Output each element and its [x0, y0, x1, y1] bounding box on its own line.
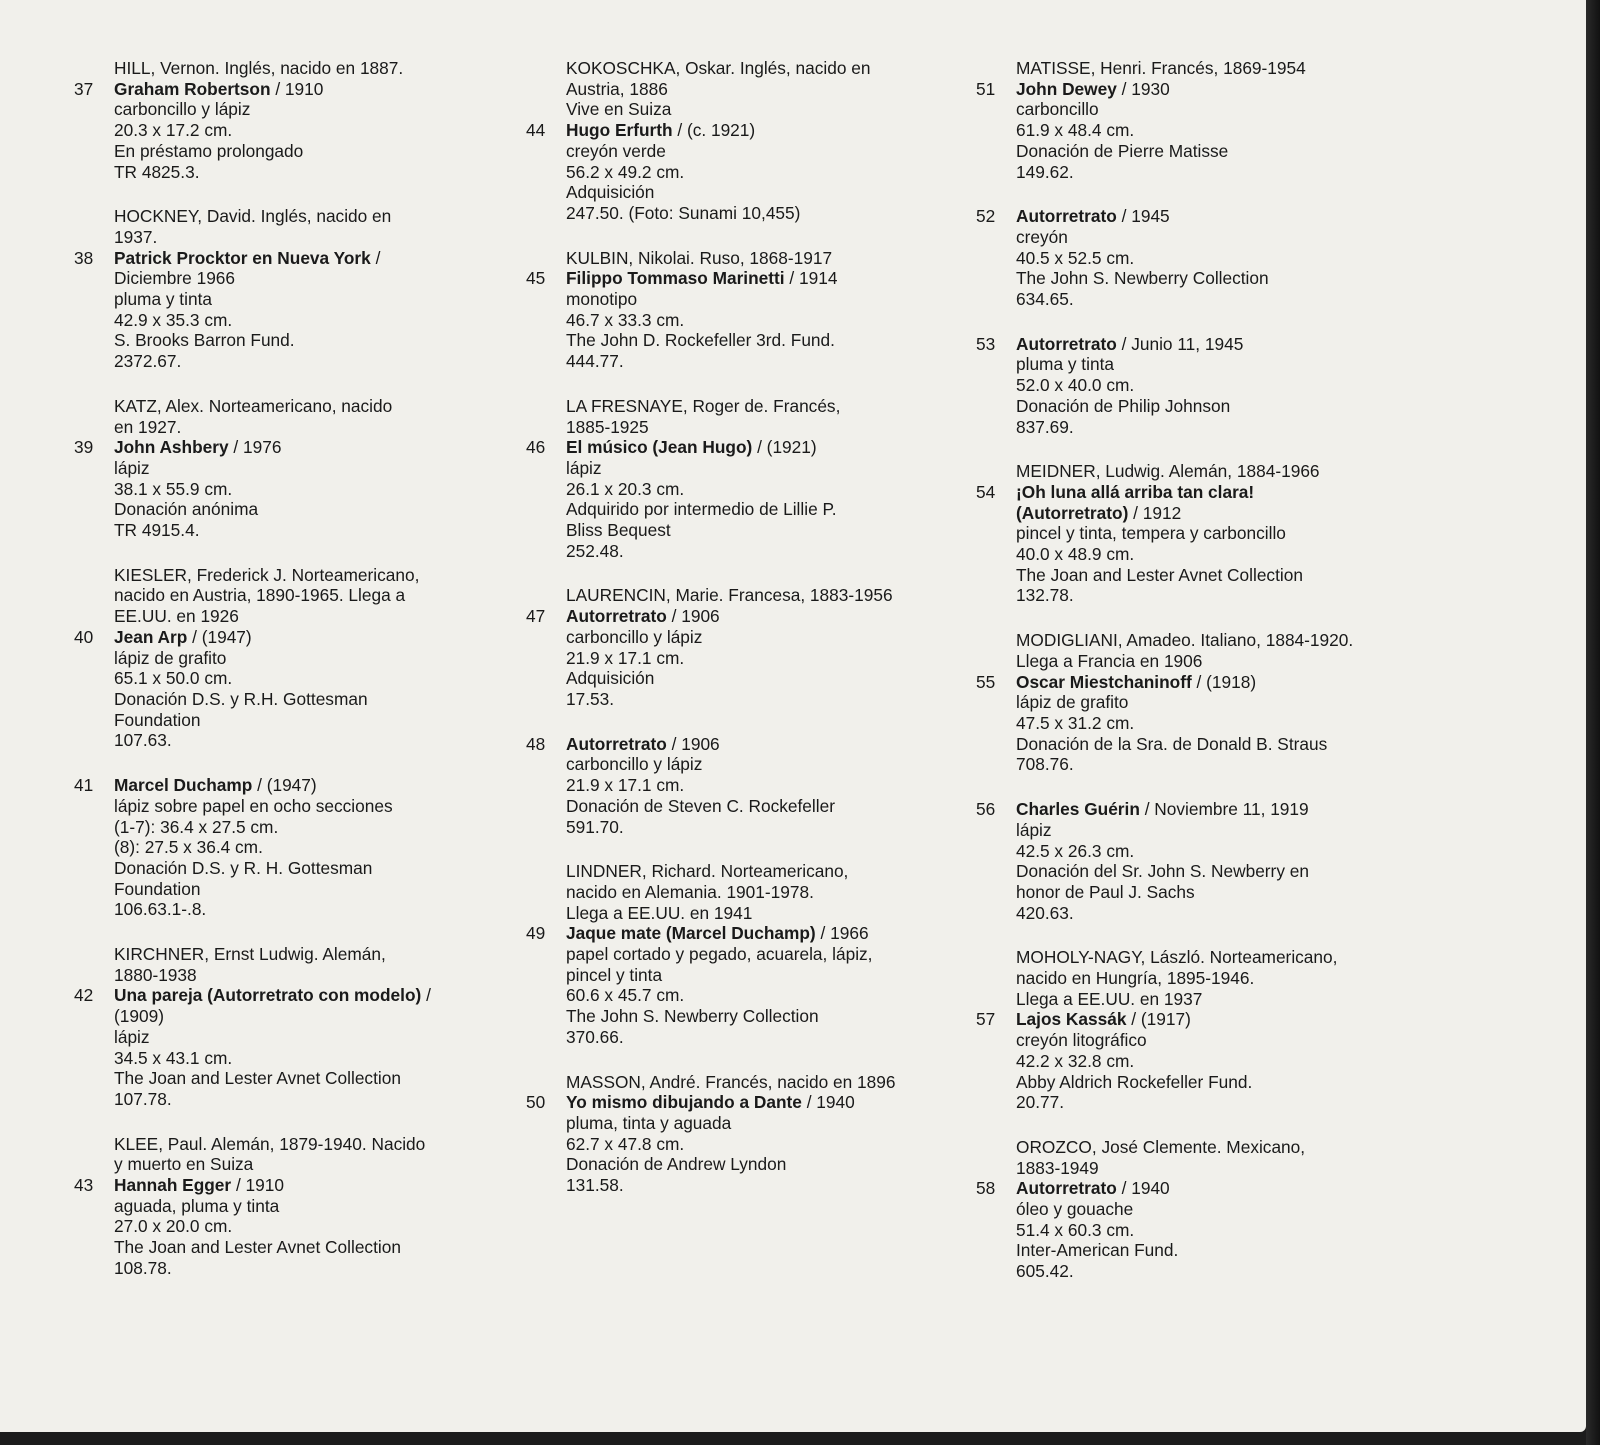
artist-heading: 1937.	[114, 226, 158, 247]
catalog-entry	[74, 775, 514, 920]
artwork-title: Autorretrato	[566, 733, 667, 754]
artwork-detail: 107.78.	[114, 1088, 172, 1109]
catalog-entry	[74, 206, 514, 372]
artwork-title: Filippo Tommaso Marinetti	[566, 268, 785, 289]
artwork-detail: 21.9 x 17.1 cm.	[566, 647, 685, 668]
catalog-number: 54	[976, 481, 996, 502]
catalog-number: 58	[976, 1178, 996, 1199]
catalog-number: 55	[976, 671, 996, 692]
artwork-detail: The John S. Newberry Collection	[566, 1006, 819, 1027]
artist-heading: HOCKNEY, David. Inglés, nacido en	[114, 206, 392, 227]
artwork-date: / 1940	[801, 1092, 855, 1113]
catalog-entry	[74, 944, 514, 1110]
artwork-detail: The Joan and Lester Avnet Collection	[114, 1237, 401, 1258]
artwork-detail: papel cortado y pegado, acuarela, lápiz,	[566, 944, 873, 965]
artwork-detail: Donación D.S. y R.H. Gottesman	[114, 688, 368, 709]
artwork-date: /	[370, 247, 381, 268]
artwork-detail: Donación de Pierre Matisse	[1016, 140, 1229, 161]
catalog-entry	[526, 1072, 966, 1196]
catalog-number: 45	[526, 268, 546, 289]
artwork-detail: lápiz	[114, 1026, 150, 1047]
catalog-entry	[976, 58, 1416, 182]
catalog-entry	[976, 1137, 1416, 1282]
artwork-detail: 46.7 x 33.3 cm.	[566, 309, 685, 330]
artwork-title-line	[526, 268, 966, 289]
artwork-detail: (1-7): 36.4 x 27.5 cm.	[114, 816, 279, 837]
artwork-detail: lápiz de grafito	[1016, 692, 1129, 713]
artwork-title: Lajos Kassák	[1016, 1009, 1127, 1030]
catalog-number: 40	[74, 626, 94, 647]
artwork-detail: 40.5 x 52.5 cm.	[1016, 247, 1135, 268]
artwork-detail: 605.42.	[1016, 1261, 1074, 1282]
artwork-detail: 634.65.	[1016, 289, 1074, 310]
artist-heading: KIESLER, Frederick J. Norteamericano,	[114, 564, 420, 585]
artwork-detail: 60.6 x 45.7 cm.	[566, 985, 685, 1006]
artwork-title-line	[976, 1178, 1416, 1199]
catalog-number: 38	[74, 247, 94, 268]
artwork-detail: lápiz de grafito	[114, 647, 227, 668]
artwork-detail: TR 4915.4.	[114, 520, 200, 541]
catalog-number: 57	[976, 1009, 996, 1030]
artist-heading: KULBIN, Nikolai. Ruso, 1868-1917	[566, 247, 833, 268]
artwork-detail: monotipo	[566, 289, 638, 310]
catalog-entry	[74, 565, 514, 751]
artwork-detail: carboncillo y lápiz	[566, 754, 703, 775]
artwork-detail: 591.70.	[566, 816, 624, 837]
catalog-entry	[526, 248, 966, 372]
artwork-detail: 2372.67.	[114, 351, 182, 372]
catalog-entry	[74, 58, 514, 182]
catalog-number: 51	[976, 78, 996, 99]
artwork-detail: Foundation	[114, 878, 201, 899]
artwork-date: / (1947)	[187, 626, 252, 647]
artwork-title: Autorretrato	[1016, 1178, 1117, 1199]
artwork-detail: creyón	[1016, 226, 1068, 247]
artwork-detail: 20.3 x 17.2 cm.	[114, 120, 233, 141]
artwork-title-line	[526, 606, 966, 627]
artwork-detail: Donación anónima	[114, 499, 259, 520]
artwork-detail: pluma y tinta	[1016, 354, 1114, 375]
artwork-detail: óleo y gouache	[1016, 1199, 1134, 1220]
artwork-date: / Junio 11, 1945	[1116, 333, 1244, 354]
artwork-title: Jaque mate (Marcel Duchamp)	[566, 923, 816, 944]
catalog-number: 44	[526, 120, 546, 141]
artwork-title: Autorretrato	[1016, 333, 1117, 354]
catalog-number: 49	[526, 923, 546, 944]
catalog-column-2	[526, 58, 966, 1220]
artwork-detail: carboncillo y lápiz	[114, 99, 251, 120]
artwork-title-line	[526, 734, 966, 755]
artwork-date: /	[421, 985, 431, 1006]
artwork-detail: 40.0 x 48.9 cm.	[1016, 544, 1135, 565]
artwork-detail: 107.63.	[114, 730, 172, 751]
artwork-title-line	[976, 482, 1416, 503]
artwork-title: Una pareja (Autorretrato con modelo)	[114, 985, 422, 1006]
artwork-title: Graham Robertson	[114, 78, 271, 99]
artwork-detail: 62.7 x 47.8 cm.	[566, 1133, 685, 1154]
artwork-detail: creyón litográfico	[1016, 1030, 1147, 1051]
catalog-number: 41	[74, 775, 94, 796]
artwork-detail: The John D. Rockefeller 3rd. Fund.	[566, 330, 835, 351]
catalog-number: 42	[74, 985, 94, 1006]
artwork-detail: 47.5 x 31.2 cm.	[1016, 712, 1135, 733]
artist-heading: MATISSE, Henri. Francés, 1869-1954	[1016, 58, 1306, 78]
artwork-title-line	[976, 334, 1416, 355]
artwork-detail: 61.9 x 48.4 cm.	[1016, 120, 1135, 141]
catalog-number: 56	[976, 799, 996, 820]
artwork-title-line	[74, 248, 514, 269]
artwork-detail: Donación de la Sra. de Donald B. Straus	[1016, 733, 1328, 754]
artwork-detail: 27.0 x 20.0 cm.	[114, 1216, 233, 1237]
artwork-detail: Adquisición	[566, 668, 655, 689]
catalog-entry	[976, 334, 1416, 438]
artwork-detail: Donación de Philip Johnson	[1016, 395, 1231, 416]
artist-heading: Llega a Francia en 1906	[1016, 650, 1203, 671]
artist-heading: Vive en Suiza	[566, 99, 672, 120]
artwork-title-line	[74, 437, 514, 458]
catalog-number: 47	[526, 606, 546, 627]
artwork-title-line	[526, 437, 966, 458]
artwork-detail: creyón verde	[566, 140, 666, 161]
artist-heading: KATZ, Alex. Norteamericano, nacido	[114, 395, 393, 416]
artwork-title: Charles Guérin	[1016, 799, 1140, 820]
artwork-date: / 1976	[228, 437, 282, 458]
artwork-title-line	[526, 923, 966, 944]
artwork-title-line	[976, 206, 1416, 227]
artwork-detail: pluma y tinta	[114, 289, 212, 310]
artwork-title: John Dewey	[1016, 78, 1117, 99]
artwork-detail: The Joan and Lester Avnet Collection	[114, 1068, 401, 1089]
artwork-date: / 1940	[1116, 1178, 1170, 1199]
artwork-detail: Diciembre 1966	[114, 268, 236, 289]
artist-heading: KIRCHNER, Ernst Ludwig. Alemán,	[114, 944, 386, 965]
artist-heading: Austria, 1886	[566, 78, 668, 99]
artwork-date: / (1947)	[252, 775, 317, 796]
artwork-detail: lápiz	[1016, 819, 1052, 840]
artwork-detail: 38.1 x 55.9 cm.	[114, 478, 233, 499]
artwork-title: Yo mismo dibujando a Dante	[566, 1092, 802, 1113]
artwork-date: / (c. 1921)	[672, 120, 756, 141]
artwork-detail: Donación D.S. y R. H. Gottesman	[114, 857, 373, 878]
artist-heading: 1880-1938	[114, 964, 197, 985]
artwork-detail: 370.66.	[566, 1026, 624, 1047]
artwork-date: / 1906	[666, 733, 720, 754]
artwork-detail: Donación de Steven C. Rockefeller	[566, 795, 835, 816]
artist-heading: MODIGLIANI, Amadeo. Italiano, 1884-1920.	[1016, 630, 1354, 651]
artwork-title: Jean Arp	[114, 626, 188, 647]
artwork-detail: 42.5 x 26.3 cm.	[1016, 840, 1135, 861]
artwork-detail: pincel y tinta	[566, 964, 663, 985]
artwork-detail: 252.48.	[566, 540, 624, 561]
artwork-title-line	[74, 775, 514, 796]
catalog-entry	[526, 861, 966, 1047]
artist-heading: OROZCO, José Clemente. Mexicano,	[1016, 1136, 1306, 1157]
artwork-date: / 1914	[784, 268, 838, 289]
artwork-detail: carboncillo y lápiz	[566, 626, 703, 647]
catalog-entry	[976, 630, 1416, 775]
page-edge-shadow	[1586, 0, 1600, 1445]
artist-heading: Llega a EE.UU. en 1941	[566, 902, 753, 923]
catalog-number: 46	[526, 437, 546, 458]
artwork-date: / 1906	[666, 606, 720, 627]
artwork-title: El músico (Jean Hugo)	[566, 437, 753, 458]
artist-heading: HILL, Vernon. Inglés, nacido en 1887.	[114, 58, 404, 78]
artwork-detail: Donación de Andrew Lyndon	[566, 1154, 787, 1175]
artwork-detail: The John S. Newberry Collection	[1016, 268, 1269, 289]
artwork-title-line	[976, 503, 1416, 524]
artwork-detail: Abby Aldrich Rockefeller Fund.	[1016, 1071, 1253, 1092]
artwork-title: Patrick Procktor en Nueva York	[114, 247, 371, 268]
artist-heading: Llega a EE.UU. en 1937	[1016, 988, 1203, 1009]
artwork-detail: The Joan and Lester Avnet Collection	[1016, 564, 1303, 585]
artwork-title-line	[74, 1175, 514, 1196]
artwork-detail: 65.1 x 50.0 cm.	[114, 668, 233, 689]
artwork-date: / (1917)	[1126, 1009, 1191, 1030]
catalog-number: 48	[526, 733, 546, 754]
artwork-detail: 132.78.	[1016, 585, 1074, 606]
artwork-date: / 1966	[815, 923, 869, 944]
artwork-date: / Noviembre 11, 1919	[1139, 799, 1309, 820]
artwork-title-line	[526, 120, 966, 141]
artwork-detail: 56.2 x 49.2 cm.	[566, 161, 685, 182]
catalog-entry	[976, 947, 1416, 1113]
artwork-date: / (1918)	[1191, 671, 1257, 692]
artwork-detail: carboncillo	[1016, 99, 1099, 120]
artwork-detail: Inter-American Fund.	[1016, 1240, 1179, 1261]
artwork-detail: En préstamo prolongado	[114, 140, 304, 161]
artwork-detail: 149.62.	[1016, 161, 1074, 182]
artwork-date: / 1910	[231, 1175, 285, 1196]
artwork-detail: Donación del Sr. John S. Newberry en	[1016, 861, 1309, 882]
artist-heading: 1885-1925	[566, 416, 649, 437]
artwork-detail: aguada, pluma y tinta	[114, 1195, 280, 1216]
artwork-detail: 51.4 x 60.3 cm.	[1016, 1219, 1135, 1240]
artwork-title: ¡Oh luna allá arriba tan clara!	[1016, 481, 1255, 502]
artwork-detail: 106.63.1-.8.	[114, 899, 207, 920]
artwork-detail: pincel y tinta, tempera y carboncillo	[1016, 523, 1286, 544]
catalog-column-3	[976, 58, 1416, 1306]
artwork-detail: 42.9 x 35.3 cm.	[114, 309, 233, 330]
artwork-title-line	[74, 985, 514, 1006]
artwork-detail: 444.77.	[566, 351, 624, 372]
artwork-detail: 21.9 x 17.1 cm.	[566, 775, 685, 796]
artist-heading: KLEE, Paul. Alemán, 1879-1940. Nacido	[114, 1133, 426, 1154]
catalog-entry	[526, 585, 966, 709]
artwork-title: Autorretrato	[566, 606, 667, 627]
artwork-date: / 1912	[1128, 502, 1182, 523]
artist-heading: LA FRESNAYE, Roger de. Francés,	[566, 395, 841, 416]
artwork-detail: TR 4825.3.	[114, 161, 200, 182]
catalog-column-1	[74, 58, 514, 1303]
artwork-title-line	[526, 1092, 966, 1113]
artwork-title: (Autorretrato)	[1016, 502, 1129, 523]
catalog-entry	[74, 1134, 514, 1279]
artist-heading: KOKOSCHKA, Oskar. Inglés, nacido en	[566, 58, 871, 78]
artist-heading: y muerto en Suiza	[114, 1154, 254, 1175]
artwork-detail: 26.1 x 20.3 cm.	[566, 478, 685, 499]
artwork-title: Marcel Duchamp	[114, 775, 253, 796]
artwork-title-line	[976, 799, 1416, 820]
artist-heading: MOHOLY-NAGY, László. Norteamericano,	[1016, 947, 1338, 968]
catalog-number: 50	[526, 1092, 546, 1113]
artist-heading: en 1927.	[114, 416, 182, 437]
artwork-detail: Adquirido por intermedio de Lillie P.	[566, 499, 837, 520]
artwork-title-line	[74, 627, 514, 648]
artwork-title-line	[74, 79, 514, 100]
catalog-entry	[526, 734, 966, 838]
catalog-entry	[976, 206, 1416, 310]
artwork-date: / 1930	[1116, 78, 1170, 99]
artwork-date: / 1945	[1116, 206, 1170, 227]
artwork-detail: honor de Paul J. Sachs	[1016, 881, 1195, 902]
artwork-date: / 1910	[270, 78, 324, 99]
artwork-detail: Adquisición	[566, 182, 655, 203]
artwork-title-line	[976, 1009, 1416, 1030]
artwork-detail: 17.53.	[566, 688, 615, 709]
catalog-number: 37	[74, 78, 94, 99]
catalog-entry	[526, 58, 966, 224]
artwork-detail: 837.69.	[1016, 416, 1074, 437]
catalog-entry	[74, 396, 514, 541]
catalog-number: 39	[74, 437, 94, 458]
artwork-detail: lápiz sobre papel en ocho secciones	[114, 795, 393, 816]
catalog-entry	[526, 396, 966, 562]
artist-heading: LAURENCIN, Marie. Francesa, 1883-1956	[566, 585, 893, 606]
catalog-entry	[976, 461, 1416, 606]
artist-heading: nacido en Hungría, 1895-1946.	[1016, 968, 1255, 989]
artwork-detail: 108.78.	[114, 1257, 172, 1278]
artwork-detail: S. Brooks Barron Fund.	[114, 330, 295, 351]
artist-heading: MASSON, André. Francés, nacido en 1896	[566, 1071, 896, 1092]
artwork-detail: pluma, tinta y aguada	[566, 1112, 732, 1133]
artwork-detail: lápiz	[566, 457, 602, 478]
artwork-detail: 34.5 x 43.1 cm.	[114, 1047, 233, 1068]
artwork-detail: lápiz	[114, 457, 150, 478]
artwork-detail: 52.0 x 40.0 cm.	[1016, 375, 1135, 396]
artwork-title-line	[976, 79, 1416, 100]
artwork-date: / (1921)	[752, 437, 817, 458]
artwork-detail: 20.77.	[1016, 1092, 1065, 1113]
artwork-title: Autorretrato	[1016, 206, 1117, 227]
artwork-detail: 42.2 x 32.8 cm.	[1016, 1050, 1135, 1071]
artwork-detail: 708.76.	[1016, 754, 1074, 775]
catalog-entry	[976, 799, 1416, 923]
artwork-detail: Bliss Bequest	[566, 520, 671, 541]
artwork-detail: (8): 27.5 x 36.4 cm.	[114, 837, 263, 858]
artwork-detail: 420.63.	[1016, 902, 1074, 923]
artwork-title-line	[976, 672, 1416, 693]
artist-heading: EE.UU. en 1926	[114, 606, 239, 627]
artwork-detail: 131.58.	[566, 1175, 624, 1196]
artist-heading: 1883-1949	[1016, 1157, 1099, 1178]
catalog-number: 53	[976, 333, 996, 354]
artwork-title: Hannah Egger	[114, 1175, 232, 1196]
artwork-title: Hugo Erfurth	[566, 120, 673, 141]
artist-heading: MEIDNER, Ludwig. Alemán, 1884-1966	[1016, 461, 1320, 482]
catalog-number: 43	[74, 1175, 94, 1196]
artwork-detail: 247.50. (Foto: Sunami 10,455)	[566, 202, 801, 223]
artist-heading: LINDNER, Richard. Norteamericano,	[566, 861, 849, 882]
catalog-number: 52	[976, 206, 996, 227]
artwork-title: Oscar Miestchaninoff	[1016, 671, 1192, 692]
artist-heading: nacido en Austria, 1890-1965. Llega a	[114, 585, 406, 606]
artwork-detail: Foundation	[114, 709, 201, 730]
artwork-title: John Ashbery	[114, 437, 229, 458]
artist-heading: nacido en Alemania. 1901-1978.	[566, 881, 814, 902]
artwork-detail: (1909)	[114, 1006, 164, 1027]
